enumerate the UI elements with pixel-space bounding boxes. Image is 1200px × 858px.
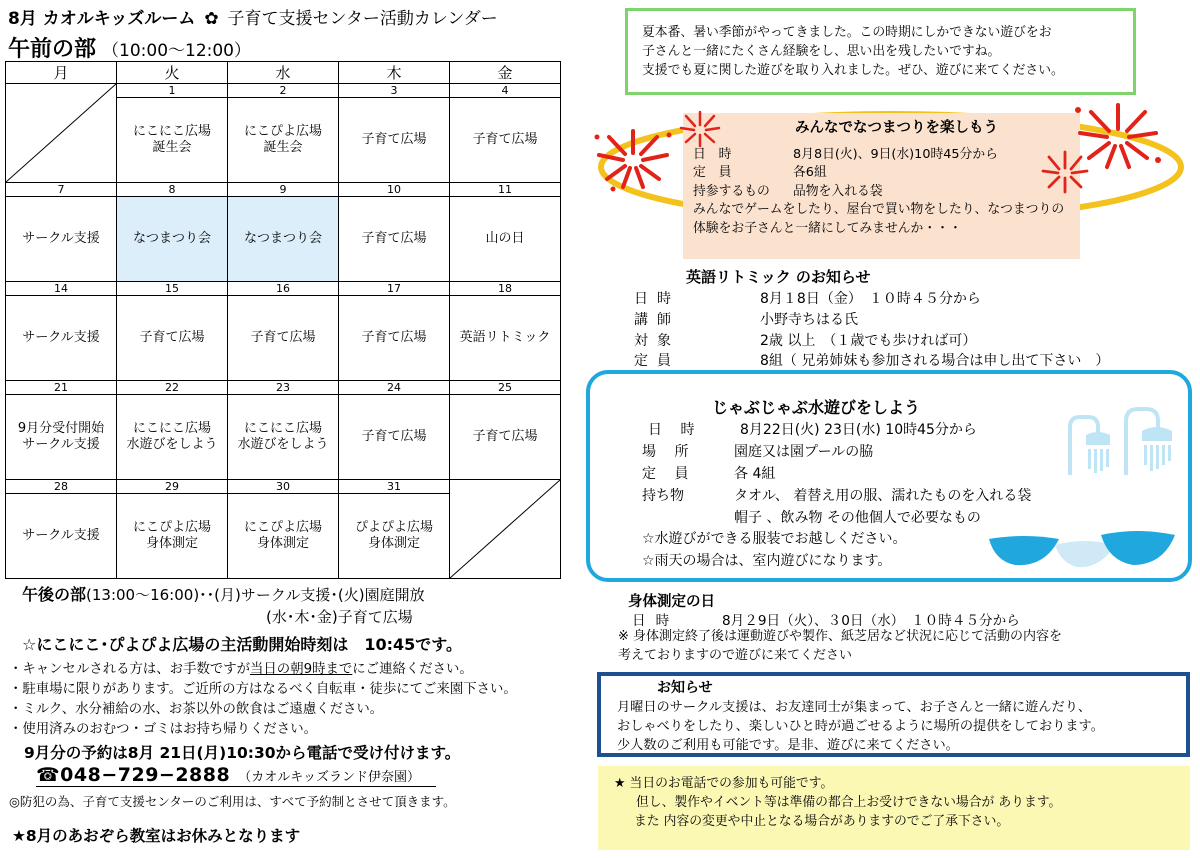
water-note2: ☆雨天の場合は、室内遊びになります。 (642, 553, 892, 569)
date-number: 30 (228, 480, 339, 494)
cancel-note-post: にご連絡ください。 (352, 662, 473, 677)
water-items-label: 持ち物 (642, 488, 684, 504)
date-number: 17 (339, 282, 450, 296)
event-cell: ぴよぴよ広場 身体測定 (339, 494, 450, 579)
natsu-desc: みんなでゲームをしたり、屋台で買い物をしたり、なつまつりの (693, 202, 1065, 217)
weekday-mon: 月 (6, 62, 117, 84)
date-row (6, 381, 561, 395)
am-section-title (8, 32, 251, 63)
phone-number: 048−729−2888 (60, 764, 231, 786)
flower-icon: ✿ (204, 9, 219, 29)
pm-section (22, 584, 425, 628)
event-cell: サークル支援 (6, 494, 117, 579)
empty-day-cell (6, 84, 117, 183)
weekday-wed: 水 (228, 62, 339, 84)
phone-icon: ☎ (36, 764, 61, 786)
pm-line1: (13:00〜16:00)･･(月)サークル支援･(火)園庭開放 (86, 586, 425, 604)
notice-box (597, 672, 1190, 757)
firework-icon (592, 126, 674, 192)
date-number: 24 (339, 381, 450, 395)
start-time-note: ☆にこにこ･ぴよぴよ広場の主活動開始時刻は 10:45です。 (22, 635, 462, 654)
english-date: 8月１8日（金） １０時４５分から (760, 291, 981, 307)
trash-note: ・使用済みのおむつ・ゴミはお持ち帰りください。 (9, 722, 317, 737)
english-teacher-row (634, 309, 858, 329)
firework-icon (678, 109, 722, 149)
security-note: ◎防犯の為、子育て支援センターのご利用は、すべて予約制とさせて頂きます。 (9, 794, 456, 809)
event-cell: にこにこ広場 水遊びをしよう (117, 395, 228, 480)
english-teacher-label: 講師 (634, 312, 680, 328)
calendar-header-title (8, 4, 498, 29)
weekday-tue: 火 (117, 62, 228, 84)
natsu-date-label: 日 時 (693, 146, 732, 162)
event-row (6, 395, 561, 480)
date-number: 15 (117, 282, 228, 296)
event-cell: にこにこ広場 誕生会 (117, 98, 228, 183)
water-play-title: じゃぶじゃぶ水遊びをしよう (712, 398, 921, 417)
date-number: 18 (450, 282, 561, 296)
water-place: 園庭又は園プールの脇 (734, 444, 874, 460)
event-cell: にこぴよ広場 誕生会 (228, 98, 339, 183)
shower-icon (1050, 405, 1180, 481)
date-row (6, 282, 561, 296)
event-cell: 9月分受付開始 サークル支援 (6, 395, 117, 480)
event-cell: にこにこ広場 水遊びをしよう (228, 395, 339, 480)
activity-calendar (5, 61, 561, 579)
date-number: 16 (228, 282, 339, 296)
natsu-cap-label: 定 員 (693, 165, 732, 180)
event-cell: 子育て広場 (339, 296, 450, 381)
event-cell: 子育て広場 (339, 395, 450, 480)
event-row (6, 296, 561, 381)
phone-notice-line: ★ 当日のお電話での参加も可能です。 (614, 776, 834, 791)
natsu-bring-label: 持参するもの (693, 183, 770, 199)
english-date-row (634, 288, 981, 308)
phone-org: （カオルキッズランド伊奈園） (238, 770, 420, 785)
cancel-note-pre: ・キャンセルされる方は、お手数ですが (9, 662, 251, 677)
date-number: 2 (228, 84, 339, 98)
date-row (6, 183, 561, 197)
english-rhythmic-title: 英語リトミック のお知らせ (686, 268, 871, 286)
water-cap-label: 定 員 (642, 466, 689, 482)
date-number: 31 (339, 480, 450, 494)
water-date-label: 日 時 (648, 422, 695, 438)
am-time: （10:00〜12:00） (102, 41, 251, 61)
weekday-thu: 木 (339, 62, 450, 84)
notice-line: 月曜日のサークル支援は、お友達同士が集まって、お子さんと一緒に遊んだり、 (617, 700, 1092, 715)
english-teacher: 小野寺ちはる氏 (760, 312, 858, 328)
natsu-cap: 各6組 (793, 165, 827, 180)
body-note-line: 考えておりますので遊びに来てください (618, 648, 853, 663)
natsu-cap-row (693, 164, 1070, 183)
natsu-bring: 品物を入れる袋 (793, 183, 883, 199)
date-number: 4 (450, 84, 561, 98)
event-cell: 山の日 (450, 197, 561, 282)
intro-line: 夏本番、暑い季節がやってきました。この時期にしかできない遊びをお (642, 25, 1052, 40)
event-cell: サークル支援 (6, 197, 117, 282)
english-cap-row (634, 350, 1109, 370)
body-measure-title: 身体測定の日 (628, 594, 715, 610)
am-title-label: 午前の部 (8, 37, 97, 62)
intro-line: 支援でも夏に関した遊びを取り入れました。ぜひ、遊びに来てください。 (642, 63, 1064, 78)
date-number: 14 (6, 282, 117, 296)
date-number: 8 (117, 183, 228, 197)
date-row (6, 84, 561, 98)
body-date-label: 日時 (632, 613, 680, 629)
english-date-label: 日時 (634, 291, 680, 307)
event-cell: 子育て広場 (450, 98, 561, 183)
water-place-row (642, 441, 873, 461)
event-cell: 子育て広場 (228, 296, 339, 381)
water-date-row (648, 419, 977, 439)
english-target: 2歳 以上 （１歳でも歩ければ可） (760, 333, 977, 349)
water-place-label: 場 所 (642, 444, 689, 460)
event-cell: 子育て広場 (339, 98, 450, 183)
date-number: 1 (117, 84, 228, 98)
water-date: 8月22日(火) 23日(水) 10時45分から (740, 422, 977, 438)
phone-notice-line: また 内容の変更や中止となる場合がありますのでご了承下さい。 (634, 814, 1010, 829)
header-org: カオルキッズルーム (42, 9, 196, 29)
body-date: 8月２9日（火）、３0日（水） １０時４５分から (722, 613, 1020, 629)
usage-notes (9, 660, 517, 740)
date-number: 28 (6, 480, 117, 494)
english-target-row (634, 330, 976, 350)
pm-label: 午後の部 (22, 585, 87, 604)
natsu-date-row (693, 146, 1070, 165)
body-note-line: ※ 身体測定終了後は運動遊びや製作、紙芝居など状況に応じて活動の内容を (618, 629, 1063, 644)
body-measure-note (618, 627, 1062, 665)
natsumatsuri-title: みんなでなつまつりを楽しもう (795, 120, 998, 136)
phone-notice-line: 但し、製作やイベント等は準備の都合上お受けできない場合が あります。 (636, 795, 1062, 810)
natsu-desc: 体験をお子さんと一緒にしてみませんか・・・ (693, 220, 962, 236)
date-number: 29 (117, 480, 228, 494)
event-cell: 子育て広場 (339, 197, 450, 282)
date-number: 7 (6, 183, 117, 197)
date-number: 10 (339, 183, 450, 197)
phone-notice-box (598, 766, 1190, 850)
diagonal-line (6, 84, 116, 182)
food-note: ・ミルク、水分補給の水、お茶以外の飲食はご遠慮ください。 (9, 702, 384, 717)
date-number: 11 (450, 183, 561, 197)
natsu-bring-row (693, 183, 1070, 202)
natsu-date: 8月8日(火)、9日(水)10時45分から (793, 146, 998, 162)
date-number: 21 (6, 381, 117, 395)
date-number: 23 (228, 381, 339, 395)
english-cap-label: 定員 (634, 353, 680, 369)
notice-title: お知らせ (657, 680, 713, 696)
reservation-note: 9月分の予約は8月 21日(月)10:30から電話で受け付けます。 (24, 744, 461, 762)
natsumatsuri-box (683, 113, 1080, 259)
event-cell: 子育て広場 (450, 395, 561, 480)
date-number: 25 (450, 381, 561, 395)
weekday-header-row (6, 62, 561, 84)
event-row (6, 197, 561, 282)
pm-line2: (水･木･金)子育て広場 (266, 608, 413, 626)
header-center-name: 子育て支援センター活動カレンダー (227, 9, 498, 29)
date-number: 3 (339, 84, 450, 98)
wave-icon (985, 525, 1180, 570)
event-cell: 子育て広場 (117, 296, 228, 381)
header-month: 8月 (8, 9, 37, 29)
event-cell: サークル支援 (6, 296, 117, 381)
date-row (6, 480, 561, 494)
water-cap-row (642, 463, 775, 483)
english-cap: 8組（ 兄弟姉妹も参加される場合は申し出て下さい ） (760, 353, 1110, 369)
date-number: 9 (228, 183, 339, 197)
water-items1: タオル、 着替え用の服、濡れたものを入れる袋 (734, 488, 1032, 504)
diagonal-line (450, 480, 560, 578)
parking-note: ・駐車場に限りがあります。ご近所の方はなるべく自転車・徒歩にてご来園下さい。 (9, 682, 517, 697)
water-items2: 帽子 、飲み物 その他個人で必要なもの (734, 510, 981, 526)
water-items-row (642, 485, 1031, 505)
notice-line: おしゃべりをしたり、楽しいひと時が過ごせるように場所の提供をしております。 (617, 719, 1104, 734)
body-measure-date-row (632, 609, 1020, 629)
event-cell: 英語リトミック (450, 296, 561, 381)
event-cell: にこぴよ広場 身体測定 (228, 494, 339, 579)
weekday-fri: 金 (450, 62, 561, 84)
cancel-deadline: 当日の朝9時まで (250, 662, 353, 677)
cancel-note (9, 660, 517, 680)
date-number: 22 (117, 381, 228, 395)
notice-line: 少人数のご利用も可能です。是非、遊びに来てください。 (617, 738, 959, 753)
event-cell-highlighted: なつまつり会 (117, 197, 228, 282)
water-cap: 各 4組 (734, 466, 776, 482)
english-target-label: 対象 (634, 333, 680, 349)
water-note1: ☆水遊びができる服装でお越しください。 (642, 531, 907, 547)
empty-day-cell (450, 480, 561, 579)
event-cell: にこぴよ広場 身体測定 (117, 494, 228, 579)
event-cell-highlighted: なつまつり会 (228, 197, 339, 282)
intro-box (625, 8, 1136, 95)
phone-line (36, 764, 436, 787)
firework-icon (1040, 148, 1090, 196)
intro-line: 子さんと一緒にたくさん経験をし、思い出を残したいですね。 (642, 44, 1001, 59)
aozora-note: ★8月のあおぞら教室はお休みとなります (12, 827, 301, 845)
